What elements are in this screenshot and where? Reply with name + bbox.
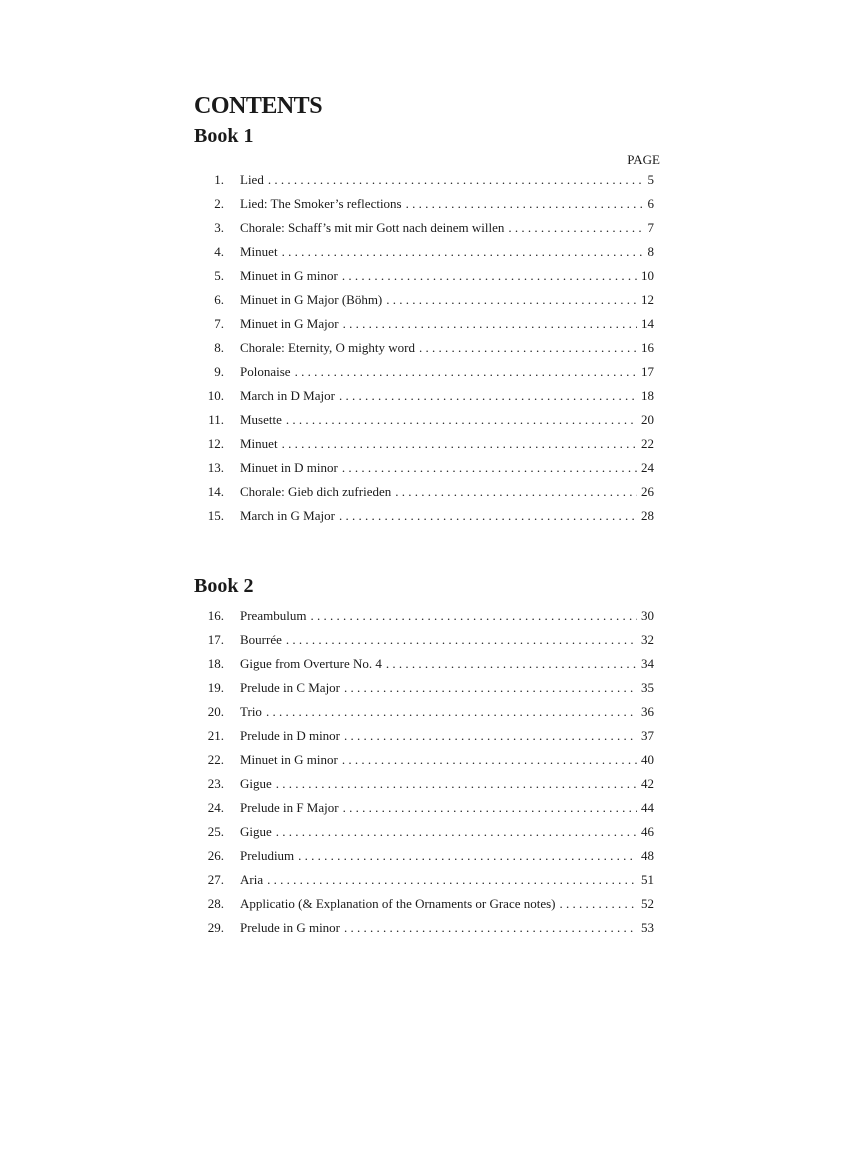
entry-title: Minuet in D minor [240,460,338,475]
toc-entry [194,360,662,384]
entry-title: Minuet in G minor [240,752,338,767]
toc-entry [194,216,662,240]
dot-leader [386,652,637,676]
entry-title: Minuet [240,436,278,451]
entry-page-number: 34 [641,656,654,671]
entry-page-number: 18 [641,388,654,403]
entry-page-number: 17 [641,364,654,379]
toc-entry [194,240,662,264]
entry-page-number: 14 [641,316,654,331]
entry-number: 14. [207,484,224,499]
entry-page-number: 20 [641,412,654,427]
entry-page-number: 5 [647,172,654,187]
entry-title: Minuet [240,244,278,259]
dot-leader [286,628,637,652]
entry-number: 16. [207,608,224,623]
entry-title: Gigue [240,824,272,839]
entry-title: Minuet in G Major (Böhm) [240,292,383,307]
entry-number: 20. [207,704,224,719]
toc-entry [194,772,662,796]
entry-page-number: 36 [641,704,654,719]
dot-leader [286,408,637,432]
entry-number: 29. [207,920,224,935]
entry-number: 12. [207,436,224,451]
entry-number: 26. [207,848,224,863]
toc-entry [194,288,662,312]
entry-number: 3. [214,220,224,235]
page-column-label: PAGE [627,152,660,167]
toc-entry [194,456,662,480]
dot-leader [342,456,637,480]
toc-entry [194,336,662,360]
entry-title: Musette [240,412,282,427]
entry-page-number: 28 [641,508,654,523]
dot-leader [419,336,637,360]
dot-leader [386,288,637,312]
entry-title: Gigue [240,776,272,791]
entry-title: Preambulum [240,608,307,623]
toc-entry [194,652,662,676]
entry-number: 22. [207,752,224,767]
dot-leader [310,604,637,628]
entry-page-number: 52 [641,896,654,911]
entry-page-number: 30 [641,608,654,623]
toc-entry [194,604,662,628]
toc-entry [194,868,662,892]
dot-leader [276,772,637,796]
entry-page-number: 35 [641,680,654,695]
toc-entry [194,700,662,724]
entry-title: March in G Major [240,508,335,523]
dot-leader [268,168,644,192]
entry-page-number: 7 [647,220,654,235]
entry-title: Minuet in G minor [240,268,338,283]
entry-title: Polonaise [240,364,291,379]
entry-title: Bourrée [240,632,282,647]
dot-leader [266,700,637,724]
dot-leader [508,216,643,240]
entry-number: 17. [207,632,224,647]
dot-leader [282,432,637,456]
dot-leader [342,264,637,288]
toc-entry [194,192,662,216]
dot-leader [343,312,637,336]
entry-title: Aria [240,872,264,887]
entry-title: Preludium [240,848,295,863]
toc-entry [194,916,662,940]
entry-number: 1. [214,172,224,187]
toc-entry [194,168,662,192]
entry-page-number: 8 [647,244,654,259]
entry-title: Chorale: Eternity, O mighty word [240,340,415,355]
toc-entry [194,432,662,456]
entry-page-number: 6 [647,196,654,211]
entry-number: 5. [214,268,224,283]
entry-page-number: 46 [641,824,654,839]
entry-title: Trio [240,704,262,719]
entry-title: Chorale: Gieb dich zufrieden [240,484,392,499]
entry-page-number: 16 [641,340,654,355]
entry-number: 19. [207,680,224,695]
entry-number: 18. [207,656,224,671]
dot-leader [267,868,637,892]
entry-number: 28. [207,896,224,911]
toc-entry [194,384,662,408]
entry-number: 8. [214,340,224,355]
toc-entry [194,748,662,772]
entry-number: 15. [207,508,224,523]
dot-leader [395,480,637,504]
dot-leader [344,916,637,940]
dot-leader [298,844,637,868]
dot-leader [406,192,644,216]
toc-entry [194,892,662,916]
page-title: CONTENTS [194,93,323,119]
entry-number: 23. [207,776,224,791]
entry-title: Prelude in C Major [240,680,341,695]
entry-page-number: 10 [641,268,654,283]
entry-page-number: 44 [641,800,654,815]
toc-entry [194,480,662,504]
toc-entry [194,628,662,652]
book-1-heading: Book 1 [194,125,254,147]
entry-number: 4. [214,244,224,259]
entry-title: Lied: The Smoker’s reflections [240,196,402,211]
entry-title: Chorale: Schaff’s mit mir Gott nach deinem willen [240,220,505,235]
toc-entry [194,312,662,336]
toc-entry [194,796,662,820]
entry-page-number: 51 [641,872,654,887]
entry-number: 25. [207,824,224,839]
toc-entry [194,264,662,288]
entry-page-number: 48 [641,848,654,863]
entry-page-number: 26 [641,484,654,499]
toc-entry [194,724,662,748]
entry-page-number: 53 [641,920,654,935]
entry-title: Minuet in G Major [240,316,339,331]
entry-page-number: 37 [641,728,654,743]
entry-number: 10. [207,388,224,403]
dot-leader [560,892,637,916]
toc-entry [194,408,662,432]
dot-leader [339,504,637,528]
dot-leader [295,360,637,384]
entry-number: 2. [214,196,224,211]
contents-page [194,92,662,935]
entry-page-number: 24 [641,460,654,475]
toc-entry [194,676,662,700]
dot-leader [282,240,644,264]
toc-entry [194,844,662,868]
entry-number: 27. [207,872,224,887]
toc-entry [194,820,662,844]
entry-title: Prelude in F Major [240,800,339,815]
entry-number: 9. [214,364,224,379]
entry-page-number: 22 [641,436,654,451]
book-2-section [194,574,662,940]
entry-title: Prelude in D minor [240,728,341,743]
entry-title: Prelude in G minor [240,920,341,935]
entry-page-number: 42 [641,776,654,791]
entry-number: 21. [207,728,224,743]
entry-title: March in D Major [240,388,335,403]
toc-entry [194,504,662,528]
entry-page-number: 32 [641,632,654,647]
book-2-entry-list [194,604,662,940]
dot-leader [344,676,637,700]
entry-number: 7. [214,316,224,331]
dot-leader [344,724,637,748]
dot-leader [343,796,637,820]
dot-leader [339,384,637,408]
entry-title: Gigue from Overture No. 4 [240,656,382,671]
book-1-entry-list [194,168,662,528]
entry-title: Applicatio (& Explanation of the Ornaments or Grace notes) [240,896,556,911]
book-2-heading: Book 2 [194,575,254,597]
entry-number: 11. [208,412,224,427]
entry-title: Lied [240,172,264,187]
entry-number: 6. [214,292,224,307]
entry-number: 24. [207,800,224,815]
dot-leader [342,748,637,772]
entry-page-number: 12 [641,292,654,307]
entry-page-number: 40 [641,752,654,767]
entry-number: 13. [207,460,224,475]
dot-leader [276,820,637,844]
